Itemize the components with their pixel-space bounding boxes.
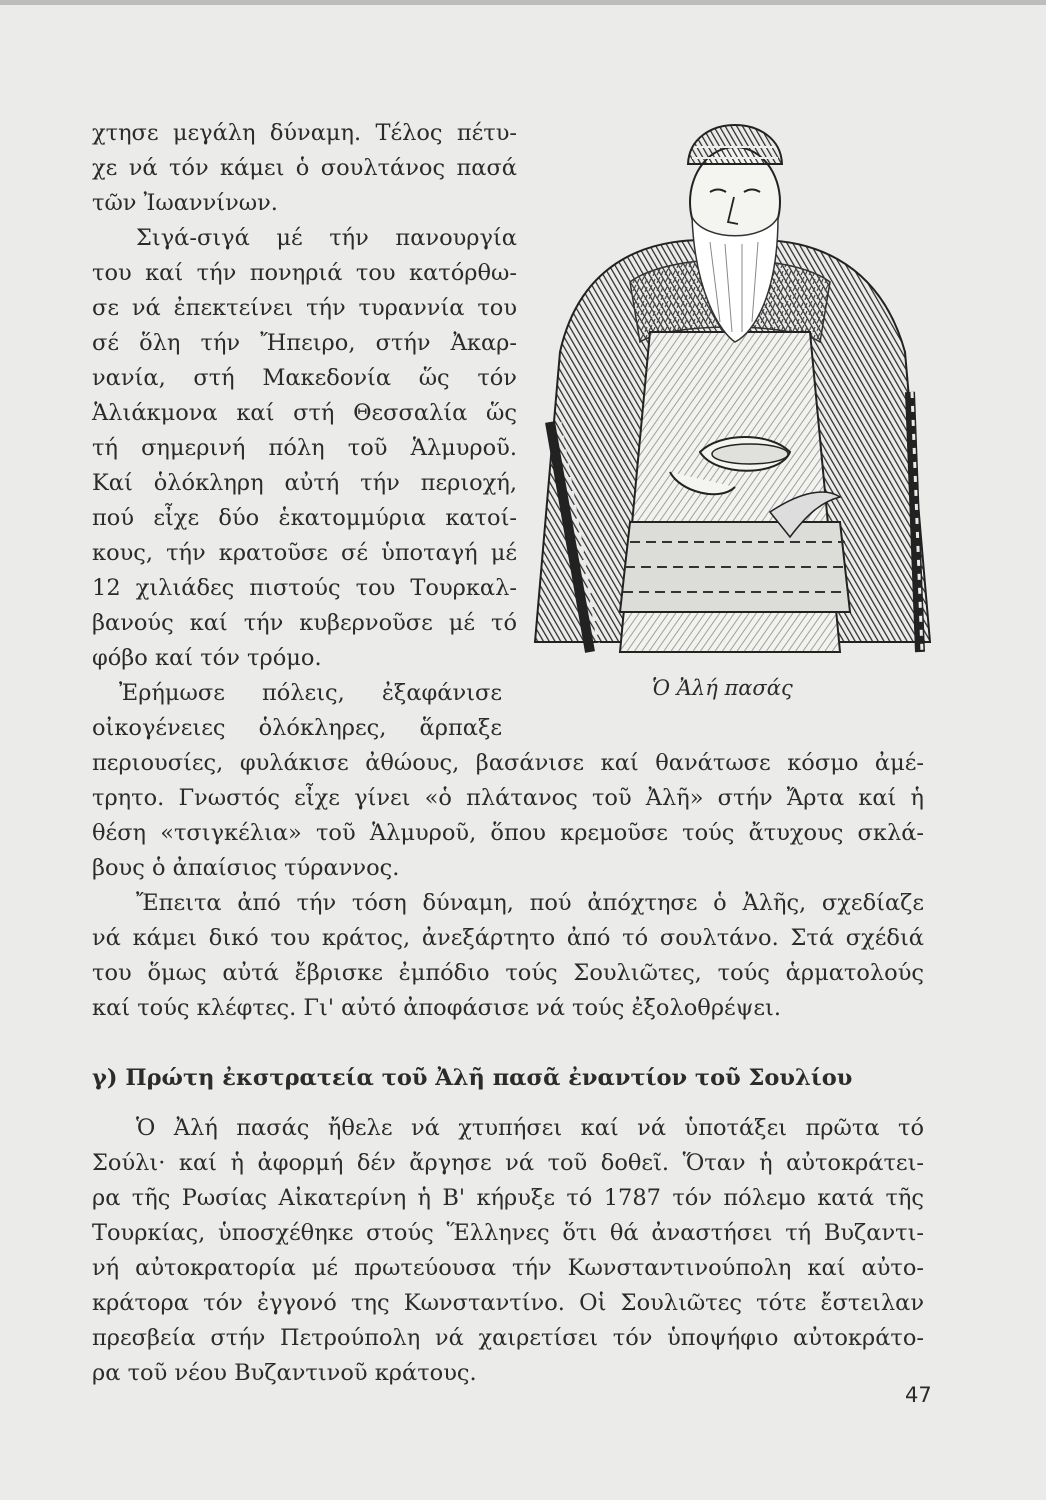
text-line: ρα τοῦ νέου Βυζαντινοῦ κράτους. — [92, 1360, 477, 1386]
text-line: καί τούς κλέφτες. Γι' αὐτό ἀποφάσισε νά τούς ἐξολοθρέψει. — [92, 995, 781, 1021]
text-line: του καί τήν πονηριά του κατόρθω- — [92, 260, 517, 286]
text-line: Σιγά-σιγά μέ τήν πανουργία — [136, 225, 517, 251]
text-line: Ὁ Ἀλή πασάς ἤθελε νά χτυπήσει καί νά ὑποτάξει πρῶτα τό — [136, 1115, 924, 1141]
text-line: νή αὐτοκρατορία μέ πρωτεύουσα τήν Κωνσταντινούπολη καί αὐτο- — [92, 1255, 924, 1281]
text-line: χτησε μεγάλη δύναμη. Τέλος πέτυ- — [92, 120, 517, 146]
text-line: βους ὁ ἀπαίσιος τύραννος. — [92, 855, 400, 881]
text-line: περιουσίες, φυλάκισε ἀθώους, βασάνισε καί θανάτωσε κόσμο ἀμέ- — [92, 750, 924, 776]
text-line: βανούς καί τήν κυβερνοῦσε μέ τό — [92, 610, 517, 636]
text-line: Ἔπειτα ἀπό τήν τόση δύναμη, πού ἀπόχτησε ὁ Ἀλῆς, σχεδίαζε — [136, 890, 924, 916]
text-line: τῶν Ἰωαννίνων. — [92, 190, 278, 216]
top-border — [0, 0, 1046, 5]
text-line: νανία, στή Μακεδονία ὥς τόν — [92, 365, 517, 391]
text-line: νά κάμει δικό του κράτος, ἀνεξάρτητο ἀπό τό σουλτάνο. Στά σχέδιά — [92, 925, 924, 951]
text-line: πρεσβεία στήν Πετρούπολη νά χαιρετίσει τόν ὑποψήφιο αὐτοκράτο- — [92, 1325, 924, 1351]
text-line: Καί ὁλόκληρη αὐτή τήν περιοχή, — [92, 470, 517, 496]
text-line: σε νά ἐπεκτείνει τήν τυραννία του — [92, 295, 517, 321]
text-line: χε νά τόν κάμει ὁ σουλτάνος πασά — [92, 155, 517, 181]
text-line: κράτορα τόν ἐγγονό της Κωνσταντίνο. Οἱ Σουλιῶτες τότε ἔστειλαν — [92, 1290, 924, 1316]
text-line: τρητο. Γνωστός εἶχε γίνει «ὁ πλάτανος τοῦ Ἀλῆ» στήν Ἄρτα καί ἡ — [92, 785, 924, 811]
text-line: ρα τῆς Ρωσίας Αἰκατερίνη ἡ Β' κήρυξε τό 1787 τόν πόλεμο κατά τῆς — [92, 1185, 924, 1211]
text-line: του ὅμως αὐτά ἔβρισκε ἐμπόδιο τούς Σουλιῶτες, τούς ἁρματολούς — [92, 960, 924, 986]
page-number: 47 — [905, 1383, 932, 1407]
text-line: οἰκογένειες ὁλόκληρες, ἅρπαξε — [92, 715, 502, 741]
figure-caption: Ὁ Ἀλή πασάς — [652, 676, 793, 700]
text-line: Σούλι· καί ἡ ἀφορμή δέν ἄργησε νά τοῦ δοθεῖ. Ὅταν ἡ αὐτοκράτει- — [92, 1150, 924, 1176]
text-line: Τουρκίας, ὑποσχέθηκε στούς Ἕλληνες ὅτι θά ἀναστήσει τή Βυζαντι- — [92, 1220, 924, 1246]
text-line: τή σημερινή πόλη τοῦ Ἁλμυροῦ. — [92, 435, 517, 461]
text-line: 12 χιλιάδες πιστούς του Τουρκαλ- — [92, 575, 517, 601]
section-heading: γ) Πρώτη ἐκστρατεία τοῦ Ἀλῆ πασᾶ ἐναντίον τοῦ Σουλίου — [92, 1065, 853, 1091]
text-line: φόβο καί τόν τρόμο. — [92, 645, 322, 671]
text-line: Ἐρήμωσε πόλεις, ἐξαφάνισε — [119, 680, 502, 706]
ali-pasha-portrait — [520, 92, 940, 672]
text-line: κους, τήν κρατοῦσε σέ ὑποταγή μέ — [92, 540, 517, 566]
text-line: Ἁλιάκμονα καί στή Θεσσαλία ὥς — [92, 400, 517, 426]
text-line: σέ ὅλη τήν Ἤπειρο, στήν Ἀκαρ- — [92, 330, 517, 356]
text-line: πού εἶχε δύο ἑκατομμύρια κατοί- — [92, 505, 517, 531]
text-line: θέση «τσιγκέλια» τοῦ Ἁλμυροῦ, ὅπου κρεμοῦσε τούς ἄτυχους σκλά- — [92, 820, 924, 846]
